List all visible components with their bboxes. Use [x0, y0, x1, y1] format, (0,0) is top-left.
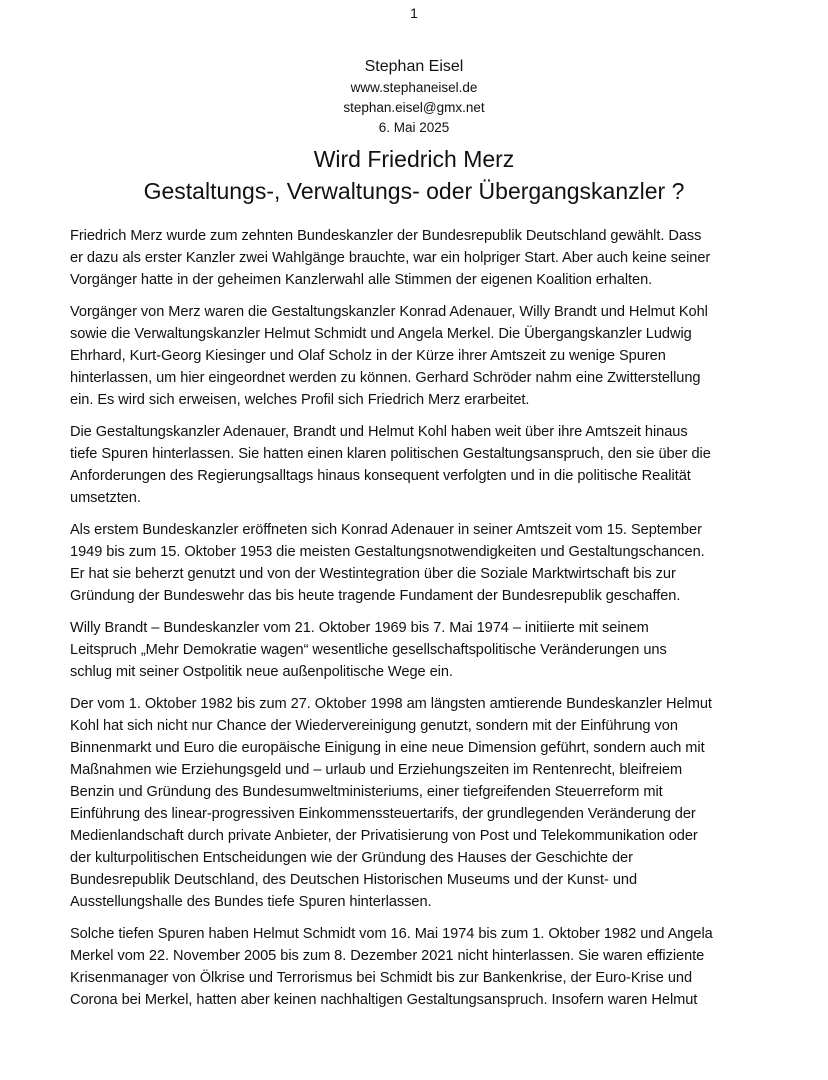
title-line-2: Gestaltungs-, Verwaltungs- oder Übergangskanzler ?	[143, 178, 685, 204]
paragraph-1: Friedrich Merz wurde zum zehnten Bundeskanzler der Bundesrepublik Deutschland gewählt. Dass er dazu als erster Kanzler zwei Wahlgänge brauchte, war ein holpriger Start. Aber auch keine seiner Vorgänger hatte in der geheimen Kanzlerwahl alle Stimmen der eigenen Koalition erhalten.	[70, 228, 711, 288]
document-title	[0, 143, 828, 207]
author-name: Stephan Eisel	[364, 58, 464, 75]
author-email: stephan.eisel@gmx.net	[343, 100, 485, 115]
paragraph-3: Die Gestaltungskanzler Adenauer, Brandt und Helmut Kohl haben weit über ihre Amtszeit hinaus tiefe Spuren hinterlassen. Sie hatten einen klaren politischen Gestaltungsanspruch, den sie über die Anforderungen des Regierungsalltags hinaus konsequent verfolgten und in die politische Realität umsetzten.	[70, 424, 711, 506]
paragraph-4: Als erstem Bundeskanzler eröffneten sich Konrad Adenauer in seiner Amtszeit vom 15. September 1949 bis zum 15. Oktober 1953 die meisten Gestaltungsnotwendigkeiten und Gestaltungschancen. Er hat sie beherzt genutzt und von der Westintegration über die Soziale Marktwirtschaft bis zur Gründung der Bundeswehr das bis heute tragende Fundament der Bundesrepublik geschaffen.	[70, 522, 705, 604]
document-date: 6. Mai 2025	[378, 120, 450, 135]
paragraph-5: Willy Brandt – Bundeskanzler vom 21. Oktober 1969 bis 7. Mai 1974 – initiierte mit seinem Leitspruch „Mehr Demokratie wagen“ wesentliche gesellschaftspolitische Veränderungen uns schlug mit seiner Ostpolitik neue außenpolitische Wege ein.	[70, 620, 667, 680]
document-header	[0, 56, 828, 138]
title-line-1: Wird Friedrich Merz	[313, 146, 515, 172]
author-website: www.stephaneisel.de	[350, 80, 478, 95]
paragraph-7: Solche tiefen Spuren haben Helmut Schmidt vom 16. Mai 1974 bis zum 1. Oktober 1982 und Angela Merkel vom 22. November 2005 bis zum 8. Dezember 2021 nicht hinterlassen. Sie waren effiziente Krisenmanager von Ölkrise und Terrorismus bei Schmidt bis zur Bankenkrise, der Euro-Krise und Corona bei Merkel, hatten aber keinen nachhaltigen Gestaltungsanspruch. Insofern waren Helmut	[70, 926, 713, 1008]
paragraph-2: Vorgänger von Merz waren die Gestaltungskanzler Konrad Adenauer, Willy Brandt und Helmut Kohl sowie die Verwaltungskanzler Helmut Schmidt und Angela Merkel. Die Übergangskanzler Ludwig Ehrhard, Kurt-Georg Kiesinger und Olaf Scholz in der Kürze ihrer Amtszeit zu wenige Spuren hinterlassen, um hier eingeordnet werden zu können. Gerhard Schröder nahm eine Zwitterstellung ein. Es wird sich erweisen, welches Profil sich Friedrich Merz erarbeitet.	[70, 304, 708, 408]
paragraph-6: Der vom 1. Oktober 1982 bis zum 27. Oktober 1998 am längsten amtierende Bundeskanzler Helmut Kohl hat sich nicht nur Chance der Wiedervereinigung genutzt, sondern mit der Einführung von Binnenmarkt und Euro die europäische Einigung in eine neue Dimension geführt, sondern auch mit Maßnahmen wie Erziehungsgeld und – urlaub und Erziehungszeiten im Rentenrecht, bleifreiem Benzin und Gründung des Bundesumweltministeriums, einer tiefgreifenden Steuerreform mit Einführung des linear-progressiven Einkommenssteuertarifs, der grundlegenden Veränderung der Medienlandschaft durch private Anbieter, der Privatisierung von Post und Telekommunikation oder der kulturpolitischen Entscheidungen wie der Gründung des Hauses der Geschichte der Bundesrepublik Deutschland, des Deutschen Historischen Museums und der Kunst- und Ausstellungshalle des Bundes tiefe Spuren hinterlassen.	[70, 696, 712, 910]
page-number: 1	[410, 5, 418, 21]
document-body	[70, 225, 762, 1021]
